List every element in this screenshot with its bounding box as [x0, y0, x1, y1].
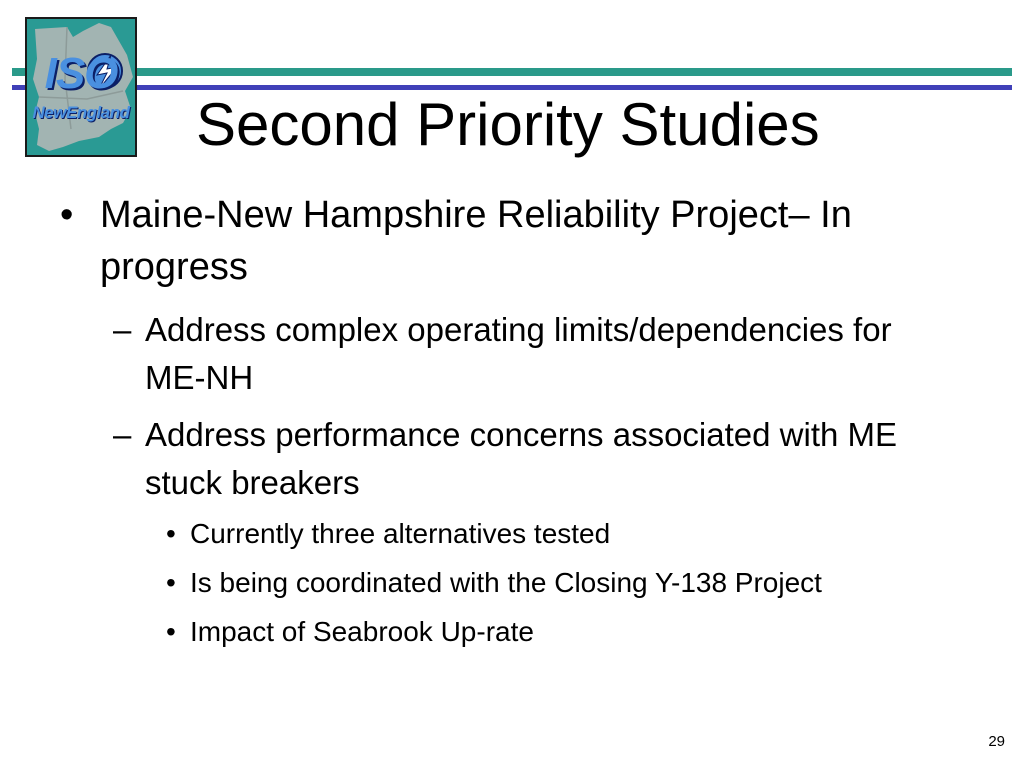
dash-marker: –: [113, 416, 132, 453]
logo-new-england-text: NewEngland: [32, 103, 130, 122]
bullet-marker: •: [166, 616, 176, 647]
bullet-marker: •: [60, 194, 74, 236]
bullet-level3: [166, 514, 990, 554]
bullet-level2: [113, 411, 945, 507]
logo-iso-text: ISO: [44, 49, 118, 98]
bullet-marker: •: [166, 518, 176, 549]
page-number: 29: [988, 733, 1005, 750]
bullet-text: Maine-New Hampshire Reliability Project– In progress: [100, 194, 852, 288]
bullet-level1: [60, 189, 980, 293]
bullet-text: Impact of Seabrook Up-rate: [190, 616, 534, 647]
bullet-level3: [166, 563, 990, 603]
header-rule-teal: [12, 68, 1012, 76]
bullet-text: Currently three alternatives tested: [190, 518, 611, 549]
dash-marker: –: [113, 311, 132, 348]
bullet-text: Address performance concerns associated with ME stuck breakers: [145, 416, 898, 501]
bullet-marker: •: [166, 567, 176, 598]
iso-new-england-logo: [25, 17, 137, 157]
slide-title: Second Priority Studies: [196, 91, 820, 158]
bullet-text: Is being coordinated with the Closing Y-138 Project: [190, 567, 822, 598]
bullet-level3: [166, 612, 990, 652]
bullet-text: Address complex operating limits/dependencies for ME-NH: [145, 311, 892, 396]
bullet-level2: [113, 306, 945, 402]
